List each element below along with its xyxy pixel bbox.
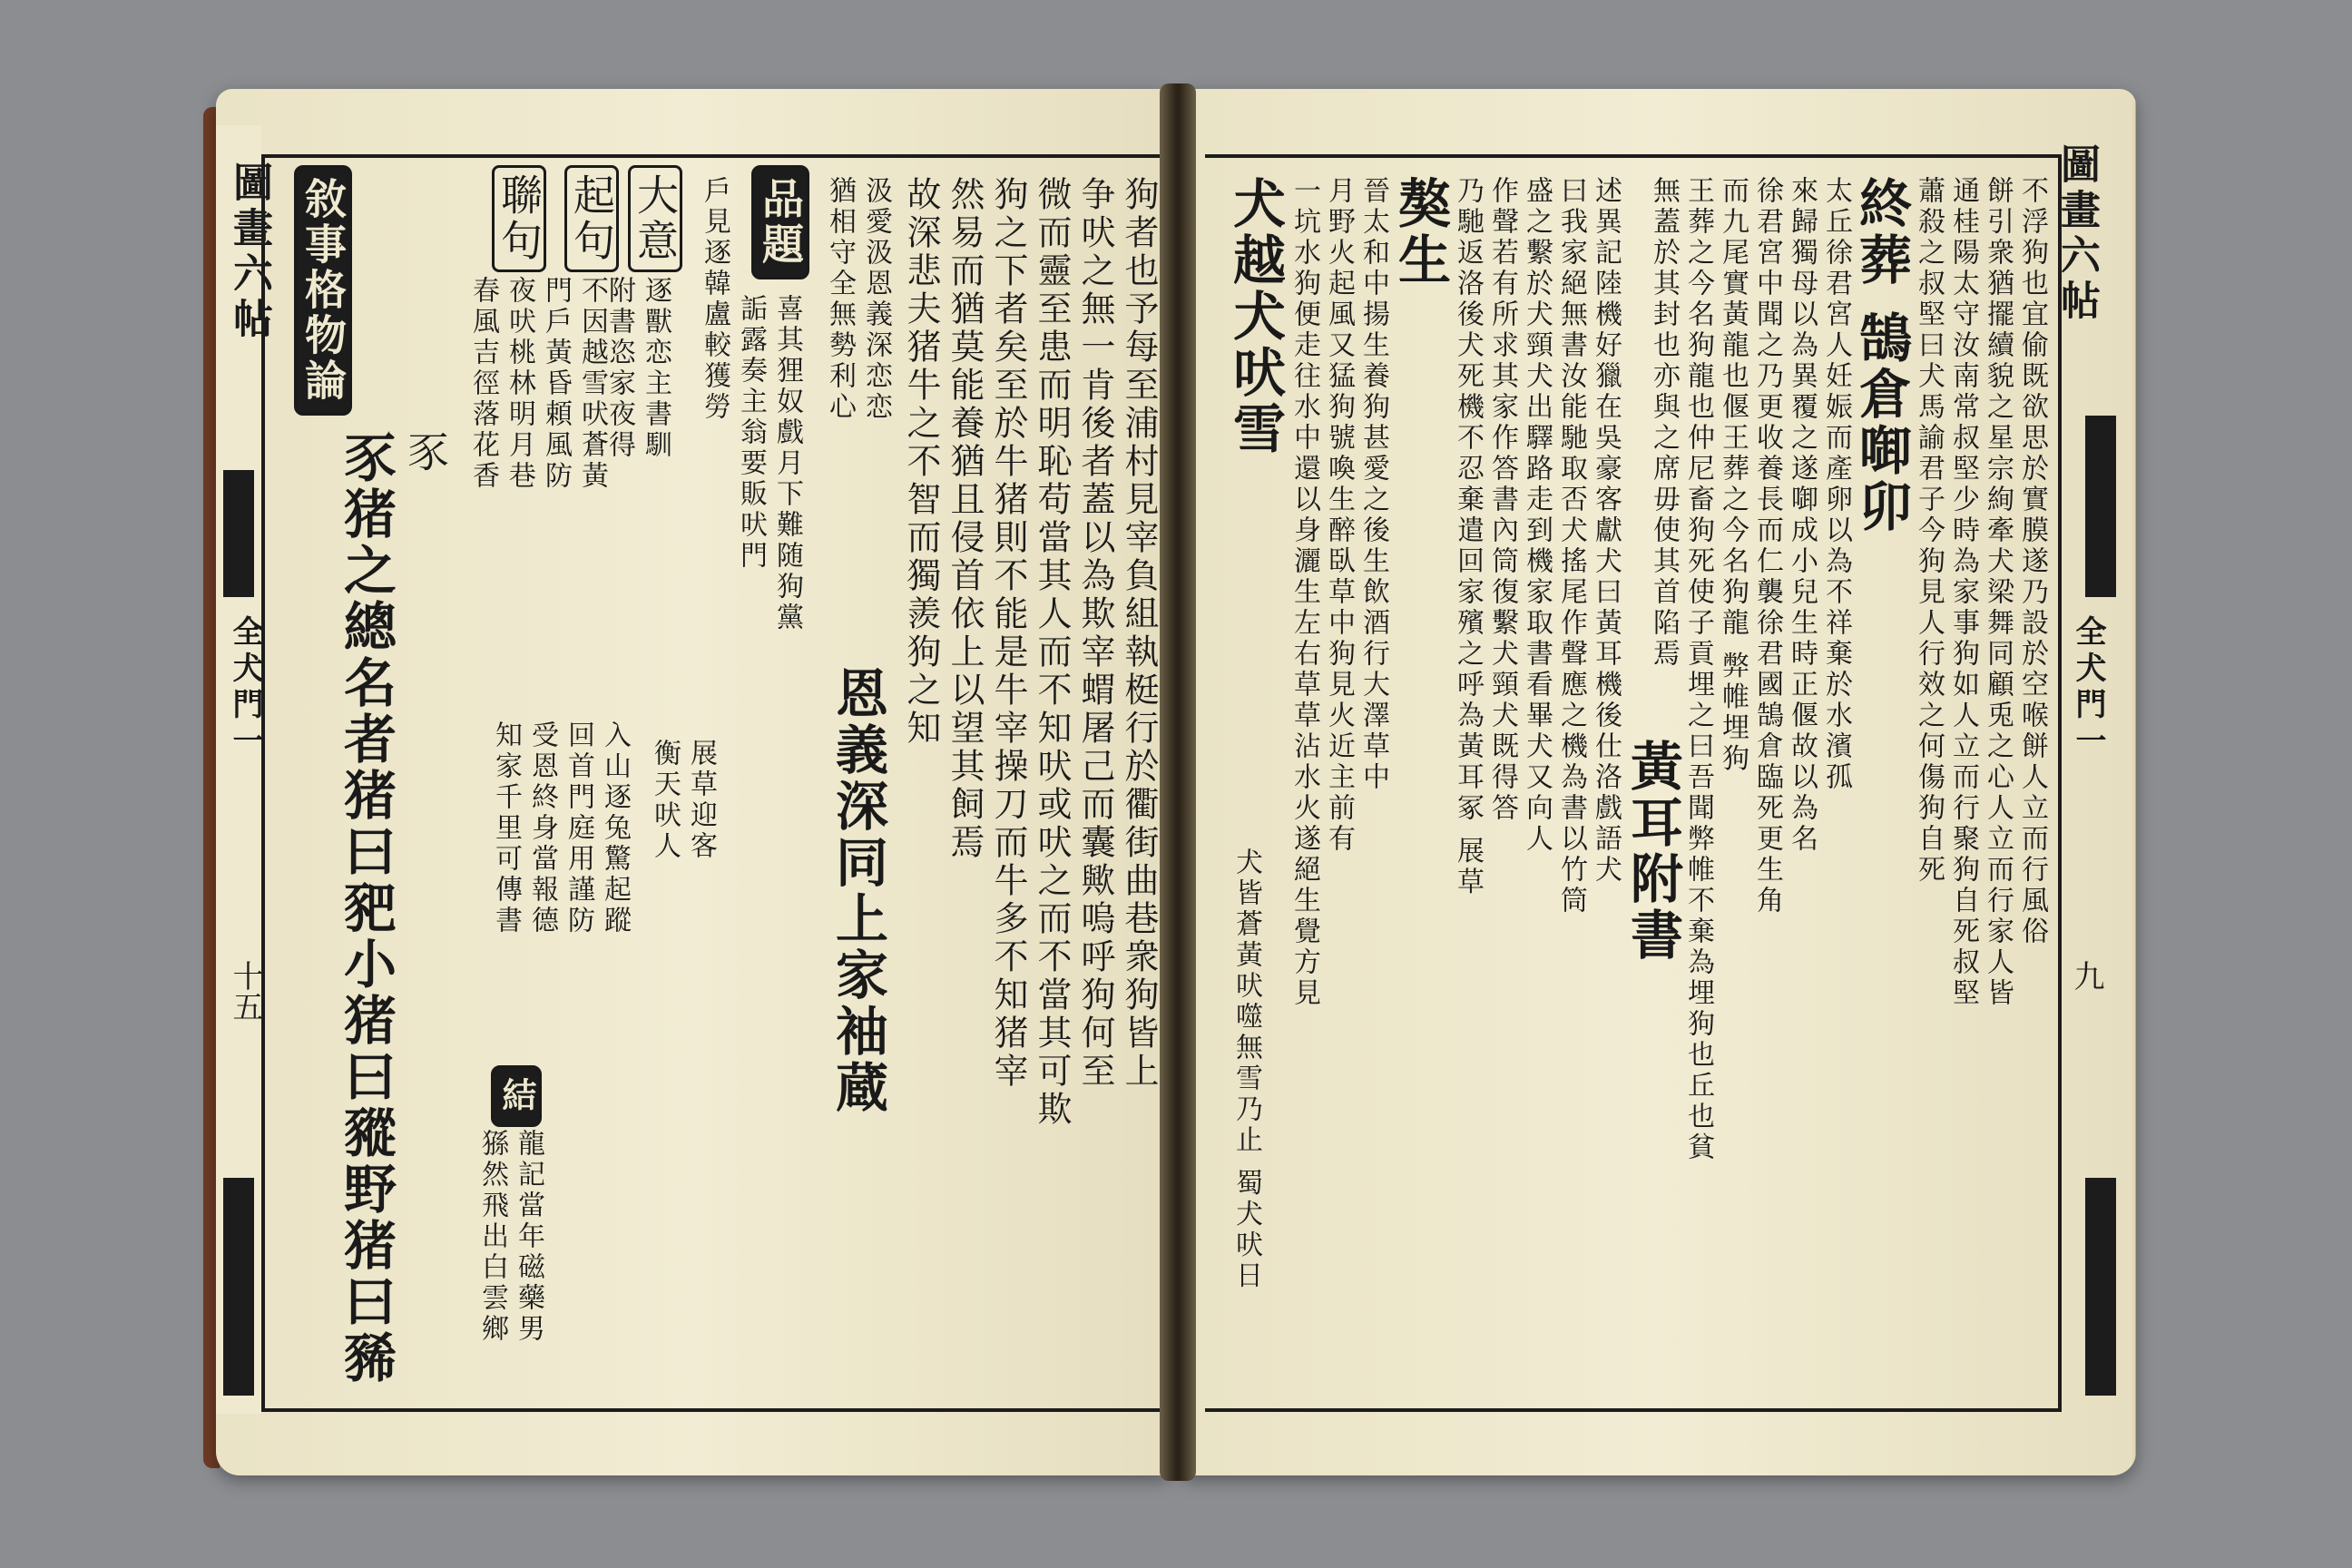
text-column: 微而靈至患而明恥苟當其人而不知吠或吠之而不當其可欺 [1032, 176, 1072, 1129]
left-margin-title: 圖畫六帖 [226, 162, 272, 343]
lower-text: 龍記當年磁藥男 [513, 1129, 544, 1345]
text-column: 王葬之今名狗龍也仲尼畜狗死使子貢埋之曰吾聞弊帷不棄為埋狗也丘也貧 [1682, 176, 1714, 1163]
text-column-large: 豕猪之總名者猪曰豝小猪曰豵野猪曰豨 [335, 430, 397, 1387]
text-column: 通桂陽太守汝南常叔堅少時為家事狗如人立而行聚狗自死叔堅 [1947, 176, 1979, 1009]
theme-heading [751, 165, 809, 279]
lower-text: 入山逐兔驚起蹤 [599, 720, 631, 936]
text-column: 無蓋於其封也亦與之席毋使其首陷焉 [1648, 176, 1680, 670]
text-column-large: 恩義深同上家袖蔵 [827, 666, 888, 1116]
text-column: 犬皆蒼黃吠噬無雪乃止 蜀犬吠日 [1230, 848, 1262, 1292]
book-gutter [1160, 83, 1196, 1481]
right-margin-bar [2085, 416, 2116, 597]
text-column: 不浮狗也宜偷既欲思於實膜遂乃設於空喉餅人立而行風俗 [2016, 176, 2048, 947]
theme-label: 品題 [751, 165, 809, 279]
conclusion-heading [491, 1065, 542, 1127]
text-column: 然易而猶莫能養猶且侵首依上以望其飼焉 [945, 176, 985, 862]
lower-text: 回首門庭用謹防 [563, 720, 594, 936]
text-column: 來歸獨母以為異覆之遂啣成小兒生時正偃故以為名 [1786, 176, 1818, 855]
left-margin-bar [223, 470, 254, 597]
text-column: 詬露奏主翁要販吠門 [735, 294, 767, 572]
lower-text: 受恩終身當報德 [526, 720, 558, 936]
text-column: 餅引衆猶擺續貌之星宗絢牽犬梁舞同顧兎之心人立而行家人皆 [1982, 176, 2014, 1009]
right-margin-bar-lower [2085, 1178, 2116, 1396]
text-column: 夜吠桃林明月巷 [504, 276, 535, 492]
text-column: 月野火起風又猛狗號喚生醉臥草中狗見火近主前有 [1323, 176, 1355, 855]
right-folio: 九 [2068, 960, 2104, 991]
conclusion-label: 結 [491, 1065, 542, 1127]
text-column: 太丘徐君宮人妊娠而產卵以為不祥棄於水濱孤 [1820, 176, 1852, 793]
right-margin-title: 圖畫六帖 [2053, 143, 2100, 325]
text-column: 故深悲夫猪牛之不智而獨羨狗之知 [901, 176, 941, 748]
text-column: 猶相守全無勢利心 [824, 176, 856, 423]
text-column: 徐君宮中聞之乃更收養長而仁襲徐君國鵠倉臨死更生角 [1751, 176, 1783, 916]
text-column: 晉太和中揚生養狗甚愛之後生飲酒行大澤草中 [1357, 176, 1389, 793]
right-text-frame [1205, 154, 2062, 1412]
opening-label: 起句 [564, 165, 619, 272]
narrative-label: 敘事格物論 [294, 165, 352, 416]
text-column: 戶見逐韓盧較獲勞 [699, 176, 730, 423]
left-page [216, 89, 1169, 1475]
text-column: 門戶黃昏頼風防 [540, 276, 572, 492]
section-title: 犬越犬吠雪 [1224, 176, 1286, 457]
text-column: 争吠之無一肯後者蓋以為欺宰蝟屠己而囊歟嗚呼狗何至 [1075, 176, 1115, 1091]
intent-label: 大意 [628, 165, 682, 272]
lower-text: 猻然飛出白雲鄉 [476, 1129, 508, 1345]
left-margin-sub: 全犬門一 [227, 615, 263, 760]
opening-heading [564, 165, 619, 272]
right-page [1183, 89, 2136, 1475]
intent-heading [628, 165, 682, 272]
text-column: 一坑水狗便走往水中還以身灑生左右草草沾水火遂絕生覺方見 [1289, 176, 1320, 1009]
text-column: 狗者也予每至浦村見宰負組執梃行於衢街曲巷衆狗皆上 [1119, 176, 1159, 1091]
left-folio: 十五 [227, 960, 263, 1022]
couplet-heading [492, 165, 546, 272]
text-column-large: 終葬 鵠倉啣卯 [1850, 176, 1912, 536]
text-column: 述異記陸機好獵在吳豪客獻犬曰黃耳機後仕洛戲語犬 [1590, 176, 1622, 886]
left-text-frame [261, 154, 1169, 1412]
text-column-large: 黃耳附書 [1622, 739, 1683, 964]
right-margin-sub: 全犬門一 [2070, 615, 2106, 760]
text-column: 春風吉徑落花香 [467, 276, 499, 492]
lower-text: 知家千里可傳書 [490, 720, 522, 936]
text-column: 作聲若有所求其家作答書內筒復繫犬頸犬既得答 [1486, 176, 1518, 824]
couplet-label: 聯句 [492, 165, 546, 272]
text-column: 汲愛汲恩義深恋恋 [860, 176, 892, 423]
text-column: 曰我家絕無書汝能馳取否犬搖尾作聲應之機為書以竹筒 [1555, 176, 1587, 916]
text-column: 逐獸恋主書馴 [640, 276, 671, 461]
text-column: 不因越雪吠蒼黃 [576, 276, 608, 492]
text-column: 蕭殺之叔堅曰犬馬諭君子今狗見人行效之何傷狗自死 [1913, 176, 1945, 886]
narrative-heading [294, 165, 352, 416]
text-column: 附書恣家夜得 [603, 276, 635, 461]
text-column: 盛之繫於犬頸犬出驛路走到機家取書看畢犬又向人 [1521, 176, 1553, 855]
text-column: 乃馳返洛後犬死機不忍棄遣回家殯之呼為黃耳冢 展草 [1452, 176, 1484, 898]
text-column: 而九尾實黃龍也偃王葬之今名狗龍 弊帷埋狗 [1717, 176, 1749, 775]
lower-text: 衡天吠人 [649, 739, 681, 862]
text-column: 狗之下者矣至於牛猪則不能是牛宰操刀而牛多不知猪宰 [988, 176, 1028, 1091]
page-edges [2132, 102, 2136, 1463]
open-book [216, 89, 2136, 1475]
section-title: 獒生 [1389, 176, 1451, 289]
left-margin-bar-lower [223, 1178, 254, 1396]
lower-text: 展草迎客 [685, 739, 717, 862]
text-column: 喜其狸奴戲月下難随狗黨 [771, 294, 803, 633]
section-char: 豕 [401, 430, 450, 475]
